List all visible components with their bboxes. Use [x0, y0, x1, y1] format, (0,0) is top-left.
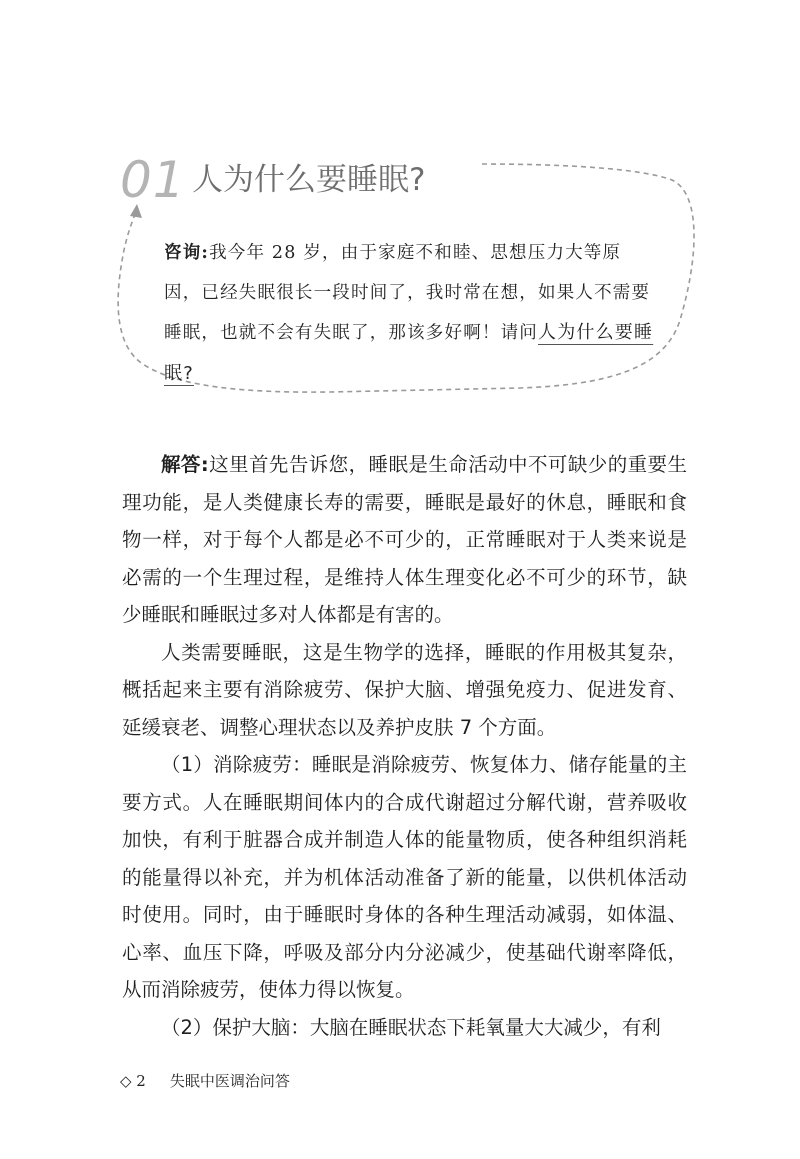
consult-label: 咨询:	[164, 243, 210, 263]
question-title: 人为什么要睡眠?	[192, 162, 426, 198]
consult-highlight: 人为什么要睡眠?	[164, 322, 654, 384]
answer-paragraph-4: （2）保护大脑：大脑在睡眠状态下耗氧量大大减少，有利	[161, 1015, 661, 1039]
answer-body	[122, 446, 687, 1046]
consult-text: 我今年 28 岁，由于家庭不和睦、思想压力大等原因，已经失眠很长一段时间了，我时常在想，如果人不需要睡眠，也就不会有失眠了，那该多好啊！请问	[164, 243, 651, 343]
consult-paragraph	[164, 234, 654, 394]
answer-label: 解答:	[161, 453, 209, 476]
page-number: ◇ 2	[120, 1072, 146, 1090]
question-number: 01	[120, 151, 186, 209]
book-title: 失眠中医调治问答	[169, 1072, 290, 1090]
answer-paragraph-1	[122, 446, 687, 634]
answer-paragraph-3: （1）消除疲劳：睡眠是消除疲劳、恢复体力、储存能量的主要方式。人在睡眠期间体内的合成代谢超过分解代谢，营养吸收加快，有利于脏器合成并制造人体的能量物质，使各种组织消耗的能量得以补充，并为机体活动准备了新的能量，以供机体活动时使用。同时，由于睡眠时身体的各种生理活动减弱，如体温、心率、血压下降，呼吸及部分内分泌减少，使基础代谢率降低，从而消除疲劳，使体力得以恢复。	[122, 753, 687, 1001]
answer-text-1: 这里首先告诉您，睡眠是生命活动中不可缺少的重要生理功能，是人类健康长寿的需要，睡眠是最好的休息，睡眠和食物一样，对于每个人都是必不可少的，正常睡眠对于人类来说是必需的一个生理过程，是维持人体生理变化必不可少的环节，缺少睡眠和睡眠过多对人体都是有害的。	[122, 453, 687, 626]
page-footer	[120, 1070, 314, 1091]
answer-paragraph-2: 人类需要睡眠，这是生物学的选择，睡眠的作用极其复杂，概括起来主要有消除疲劳、保护大脑、增强免疫力、促进发育、延缓衰老、调整心理状态以及养护皮肤 7 个方面。	[122, 640, 687, 739]
